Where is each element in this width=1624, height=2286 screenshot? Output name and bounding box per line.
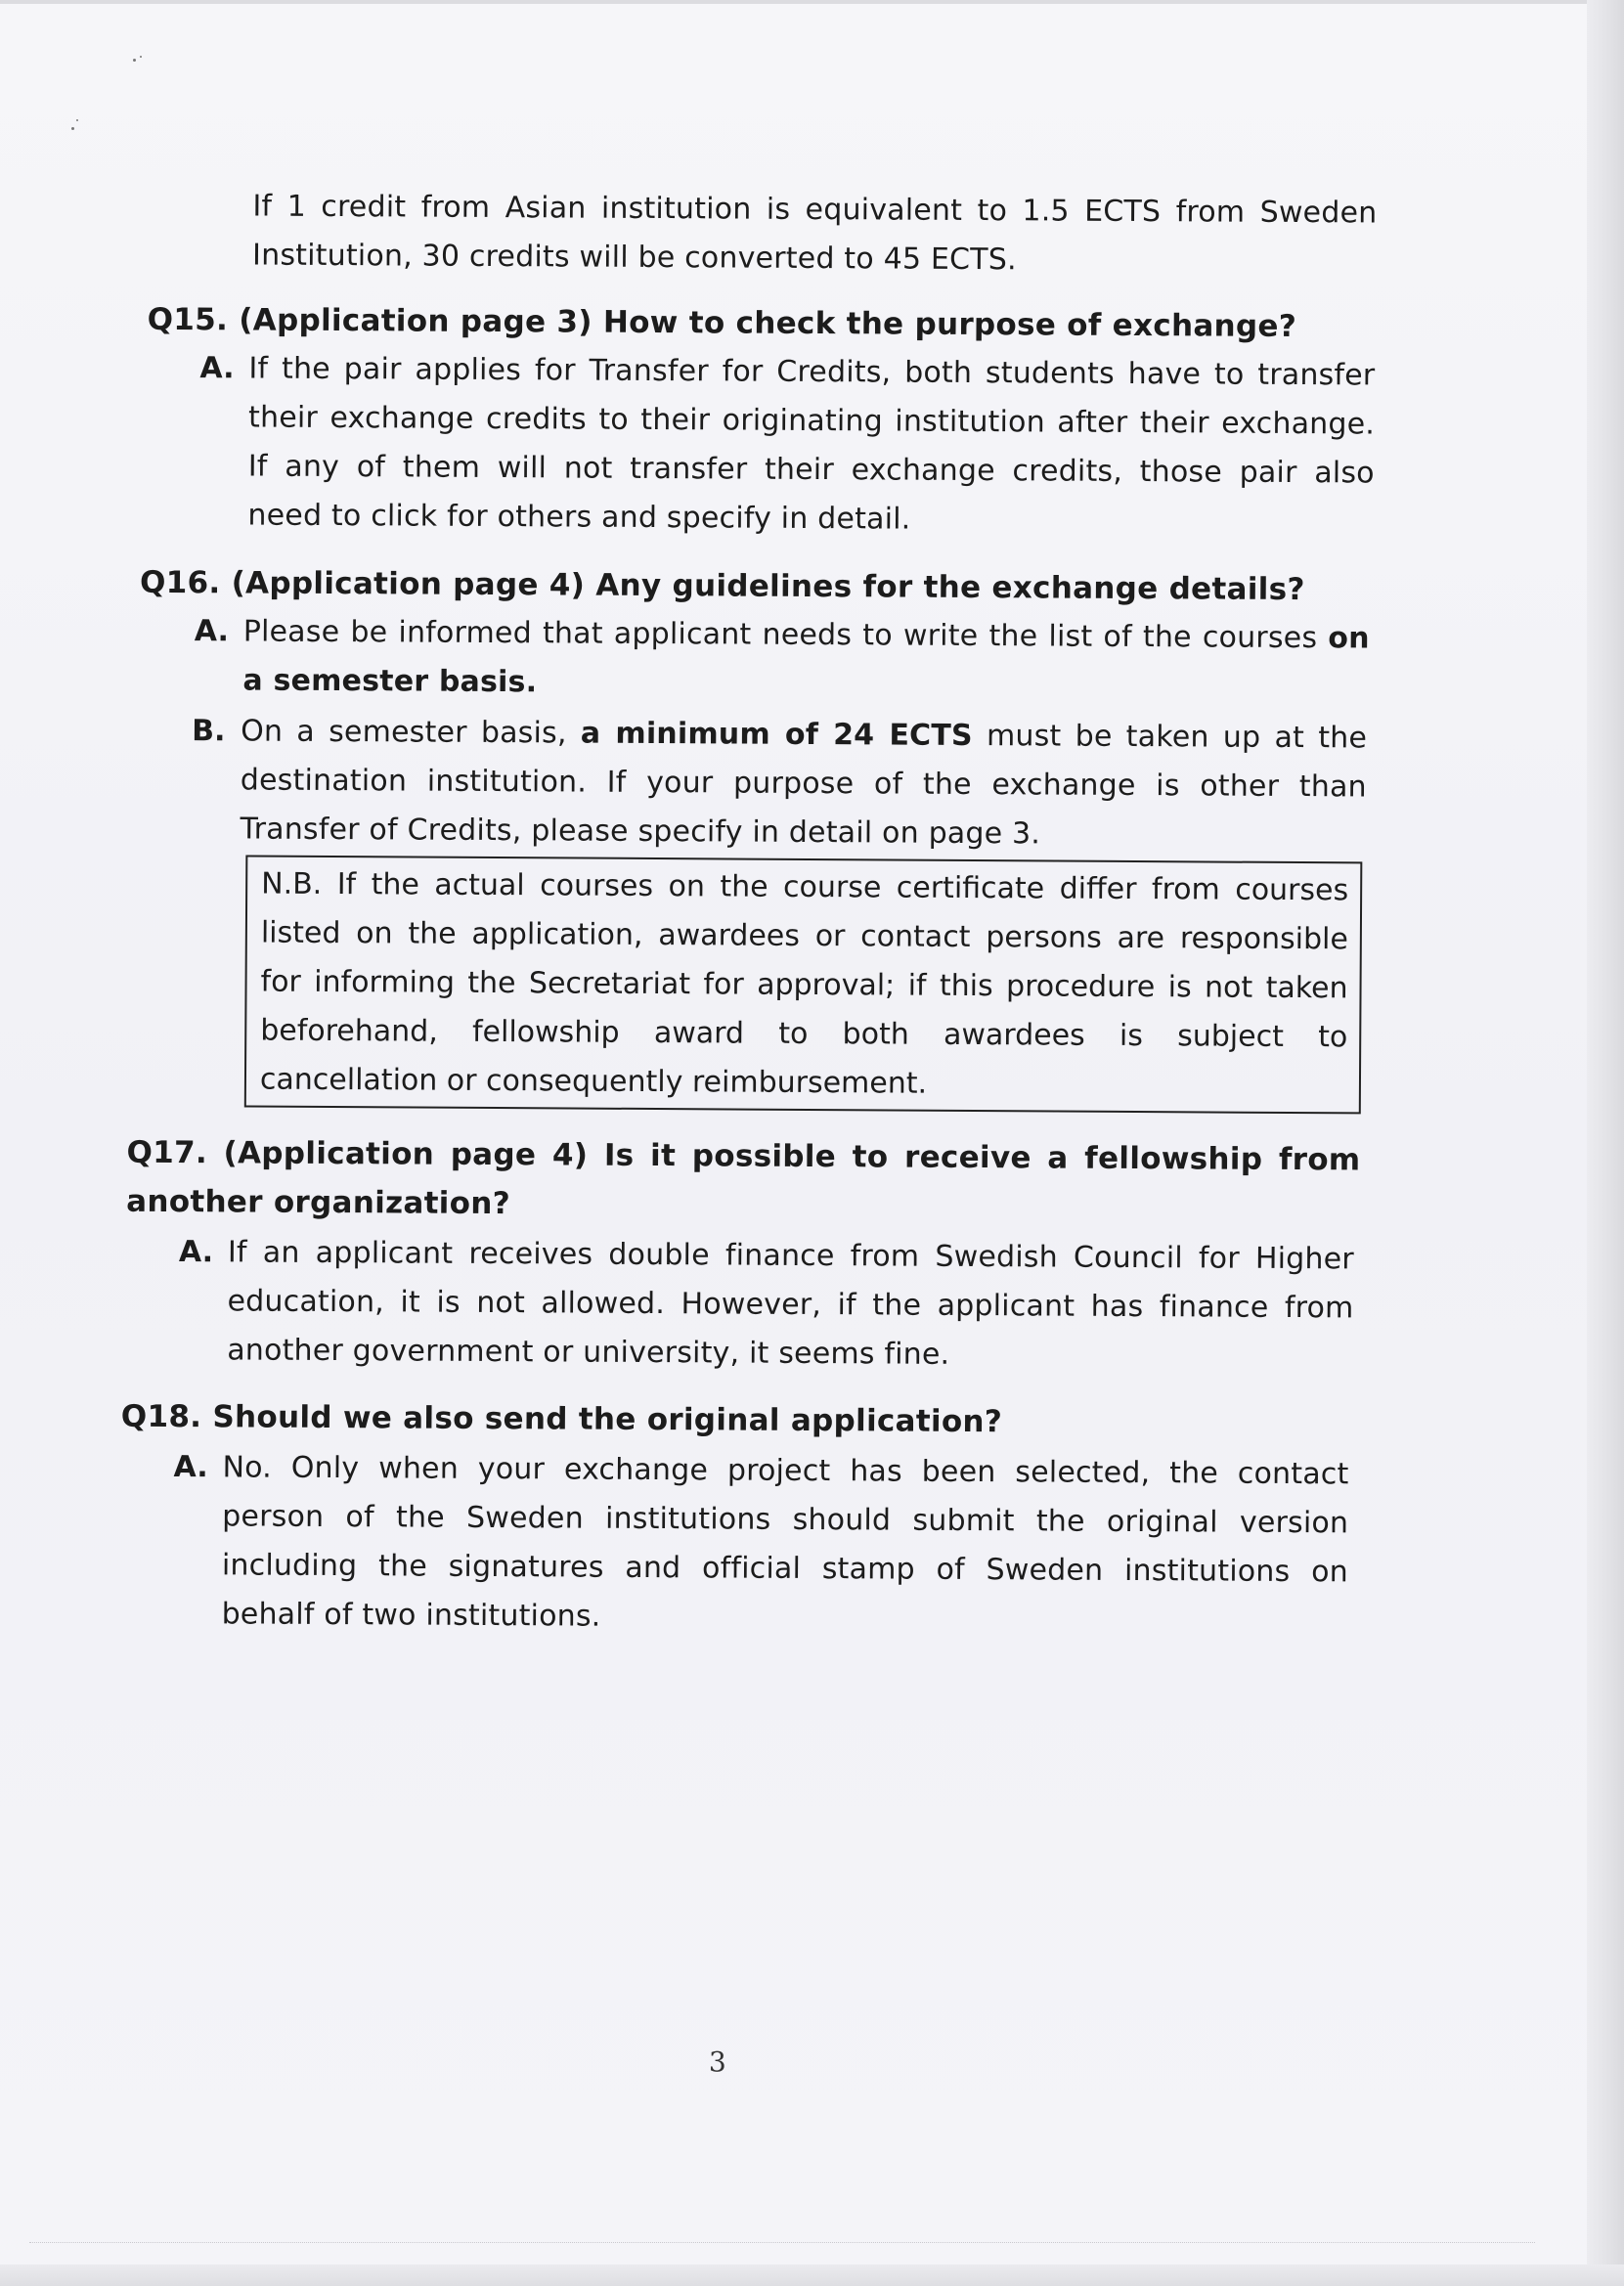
answer-label: A. <box>178 1235 214 1270</box>
answer-line: No. Only when your exchange project has been selected, the contact <box>222 1450 1349 1492</box>
page-number: 3 <box>708 2045 726 2079</box>
question-q17-cont: another organization? <box>126 1183 511 1222</box>
answer-line: including the signatures and official stamp of Sweden institutions on <box>221 1548 1349 1590</box>
answer-emphasis: a minimum of 24 ECTS <box>580 716 973 753</box>
nb-line: beforehand, fellowship award to both awardees is subject to <box>260 1013 1348 1055</box>
answer-line: need to click for others and specify in detail. <box>247 498 911 537</box>
answer-text: Please be informed that applicant needs to write the list of the courses <box>242 614 1318 656</box>
answer-label: A. <box>199 351 235 386</box>
answer-line: behalf of two institutions. <box>221 1597 601 1634</box>
answer-line: destination institution. If your purpose of the exchange is other than <box>240 763 1367 805</box>
answer-line: education, it is not allowed. However, if the applicant has finance from <box>227 1284 1354 1326</box>
answer-text: must be taken up at the <box>986 719 1368 756</box>
intro-line: If 1 credit from Asian institution is equivalent to 1.5 ECTS from Sweden <box>252 189 1378 231</box>
question-q16: Q16. (Application page 4) Any guidelines for the exchange details? <box>139 564 1305 608</box>
answer-label: A. <box>194 614 230 649</box>
nb-notice-box <box>244 855 1363 1114</box>
answer-line: If an applicant receives double finance from Swedish Council for Higher <box>227 1235 1354 1277</box>
answer-line <box>243 607 1370 663</box>
answer-emphasis: on <box>1328 621 1370 656</box>
answer-line: person of the Sweden institutions should submit the original version <box>222 1499 1349 1541</box>
answer-line: another government or university, it seems fine. <box>227 1333 950 1372</box>
nb-line: for informing the Secretariat for approval; if this procedure is not taken <box>260 964 1348 1006</box>
question-q17: Q17. (Application page 4) Is it possible to receive a fellowship from <box>126 1134 1361 1178</box>
nb-line: listed on the application, awardees or contact persons are responsible <box>260 915 1348 957</box>
answer-line: their exchange credits to their originating institution after their exchange. <box>247 400 1376 442</box>
answer-line: Transfer of Credits, please specify in detail on page 3. <box>240 812 1041 852</box>
question-q18: Q18. Should we also send the original application? <box>120 1398 1003 1440</box>
answer-line: If any of them will not transfer their exchange credits, those pair also <box>247 449 1375 491</box>
answer-emphasis: a semester basis. <box>242 663 538 700</box>
answer-line <box>241 707 1367 763</box>
answer-text: On a semester basis, <box>241 714 567 751</box>
answer-label: A. <box>173 1450 208 1485</box>
nb-line: N.B. If the actual courses on the course certificate differ from courses <box>261 866 1349 908</box>
intro-line: Institution, 30 credits will be converted to 45 ECTS. <box>252 238 1017 278</box>
answer-line: If the pair applies for Transfer for Credits, both students have to transfer <box>248 351 1376 393</box>
question-q15: Q15. (Application page 3) How to check the purpose of exchange? <box>147 301 1297 345</box>
answer-label: B. <box>192 714 226 749</box>
nb-line: cancellation or consequently reimbursement. <box>259 1062 928 1101</box>
